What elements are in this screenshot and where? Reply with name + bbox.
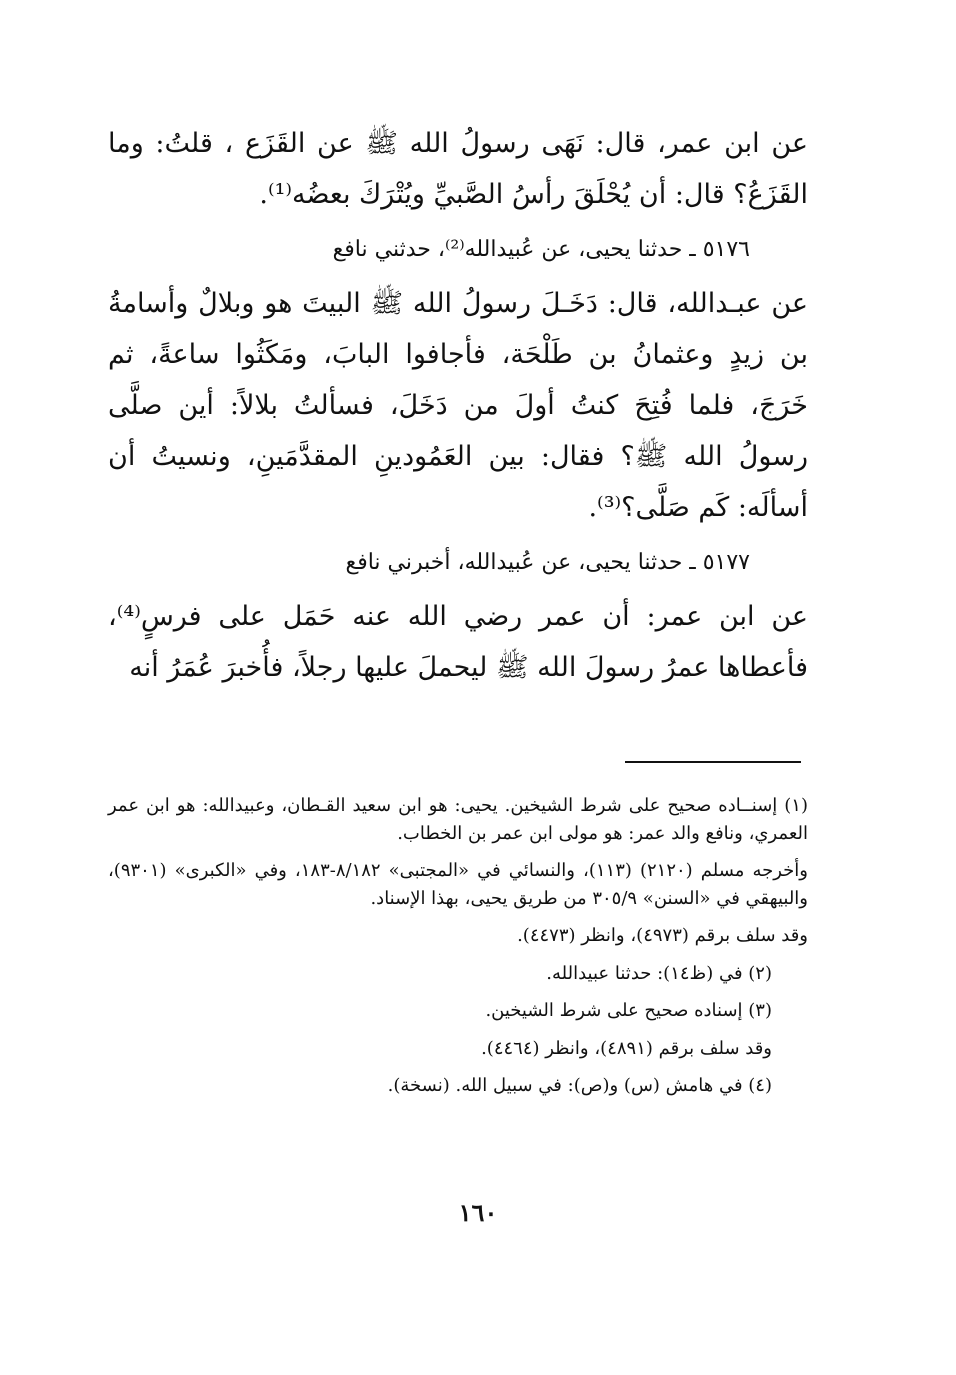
hadith-heading-5177: ٥١٧٧ ـ حدثنا يحيى، عن عُبيدالله، أخبرني نافع <box>345 550 750 575</box>
footnote-3-text: (٣) إسناده صحيح على شرط الشيخين. <box>485 1000 772 1021</box>
footnote-1-crossref: وقد سلف برقم (٤٩٧٣)، وانظر (٤٤٧٣). <box>517 925 808 946</box>
footnotes <box>108 792 808 1100</box>
footnote-1-text: (١) إسنــاده صحيح على شرط الشيخين. يحيى: هو ابن سعيد القـطان، وعبيدالله: هو ابن عمر العمري، ونافع والد عمر: هو مولى ابن عمر بن الخطاب. <box>108 795 808 844</box>
hadith-text-3: عن ابن عمر: أن عمر رضي الله عنه حَمَل على فرسٍ⁽⁴⁾، فأعطاها عمرُ رسولَ الله ﷺ ليحملَ عليها رجلاً، فأُخبرَ عُمَرُ أنه <box>108 601 808 683</box>
footnote-3-crossref: وقد سلف برقم (٤٨٩١)، وانظر (٤٤٦٤). <box>481 1037 772 1059</box>
footnote-4: (٤) في هامش (س) و(ص): في سبيل الله. (نسخة). <box>387 1075 772 1096</box>
footnote-1-sources: وأخرجه مسلم (٢١٢٠) (١١٣)، والنسائي في «المجتبى» ٨/١٨٢-١٨٣، وفي «الكبرى» (٩٣٠١)، والبيهقي في «السنن» ٣٠٥/٩ من طريق يحيى، بهذا الإسناد. <box>108 860 808 909</box>
footnote-2: (٢) في (ظ١٤): حدثنا عبيدالله. <box>546 962 772 984</box>
footnote-separator <box>625 761 801 763</box>
main-text <box>108 118 808 693</box>
hadith-text-2: عن عبـدالله، قال: دَخَـلَ رسولُ الله ﷺ البيتَ هو وبلالٌ وأسامةُ بن زيدٍ وعثمانُ بن طَلْحَة، فأجافوا البابَ، ومَكَثُوا ساعةً، ثم خَرَجَ، فلما فُتِحَ كنتُ أولَ من دَخَلَ، فسألتُ بلالاً: أين صلَّى رسولُ الله ﷺ؟ فقال: بين العَمُودينِ المقدَّمَينِ، ونسيتُ أن أسألَه: كَم صَلَّى؟⁽³⁾. <box>108 288 808 523</box>
hadith-text-1: عن ابن عمر، قال: نَهَى رسولُ الله ﷺ عن القَزَع ، قلتُ: وما القَزَعُ؟ قال: أن يُحْلَقَ رأسُ الصَّبيِّ ويُتْرَكَ بعضُه⁽¹⁾. <box>108 128 808 210</box>
hadith-heading-5176: ٥١٧٦ ـ حدثنا يحيى، عن عُبيدالله⁽²⁾، حدثني نافع <box>332 237 750 262</box>
page-number: ١٦٠ <box>458 1198 498 1227</box>
